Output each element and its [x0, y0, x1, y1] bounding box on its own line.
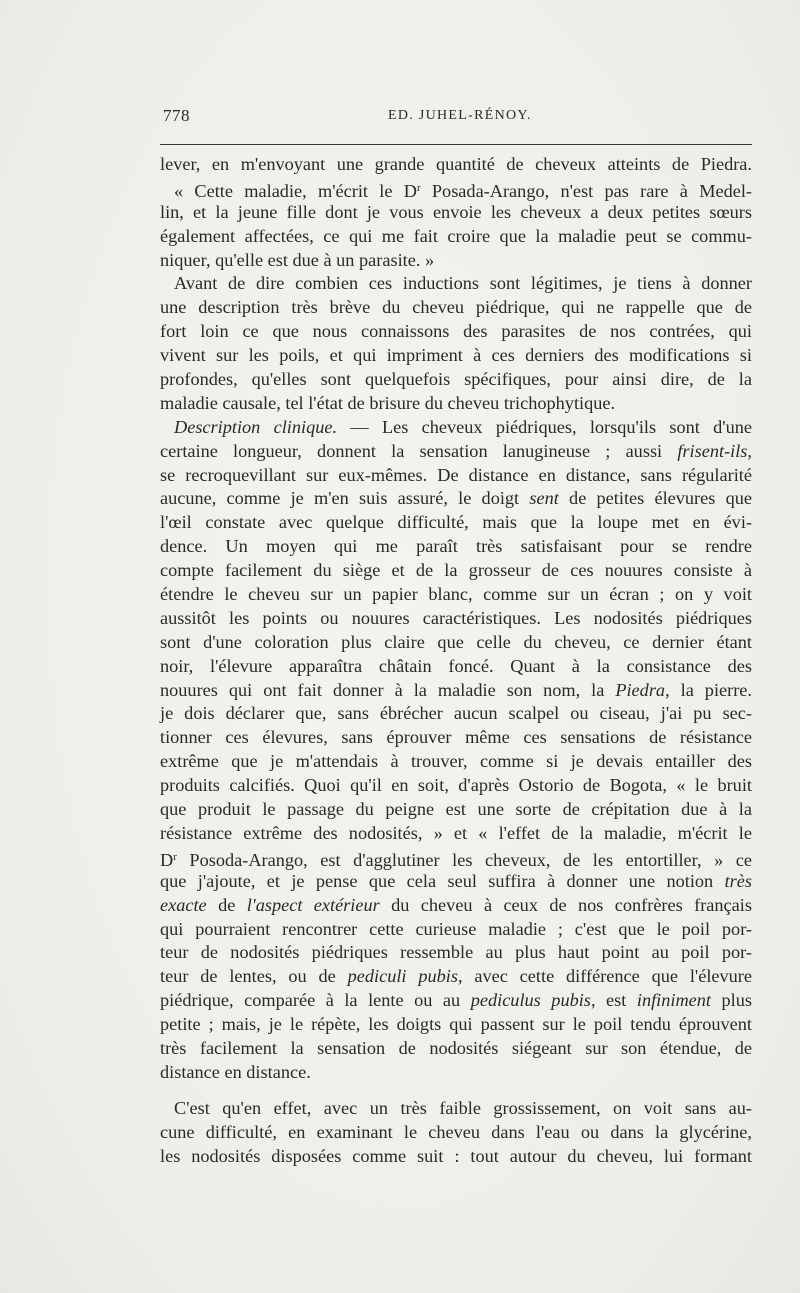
section-heading: Description clinique.: [174, 416, 338, 437]
text-line: aussitôt les points ou nouures caractéristiques. Les nodosités piédriques: [160, 607, 752, 628]
text-line: résistance extrême des nodosités, » et « l'effet de la maladie, m'écrit le: [160, 822, 752, 843]
text-line: piédrique, comparée à la lente ou au pediculus pubis, est infiniment plus: [160, 990, 753, 1011]
text-line: « Cette maladie, m'écrit le $D^r$ Posada-Arango, n'est pas rare à Medel-: [174, 180, 752, 201]
text-line: que produit le passage du peigne est une sorte de crépitation due à la: [160, 799, 752, 820]
text-line: petite ; mais, je le répète, les doigts qui passent sur le poil tendu éprouvent: [160, 1014, 752, 1035]
text-line: très facilement la sensation de nodosités siégeant sur son étendue, de: [160, 1037, 752, 1058]
text-line: teur de lentes, ou de pediculi pubis, avec cette différence que l'élevure: [160, 966, 752, 987]
text-line: produits calcifiés. Quoi qu'il en soit, d'après Ostorio de Bogota, « le bruit: [160, 775, 752, 796]
running-head: ED. JUHEL-RÉNOY.: [388, 108, 532, 123]
page-header: [160, 106, 752, 130]
text-line: fort loin ce que nous connaissons des parasites de nos contrées, qui: [160, 321, 752, 342]
text-line: extrême que je m'attendais à trouver, comme si je devais entailler des: [160, 751, 752, 772]
text-line: C'est qu'en effet, avec un très faible grossissement, on voit sans au-: [174, 1097, 752, 1118]
text-line: lever, en m'envoyant une grande quantité de cheveux atteints de Piedra.: [160, 154, 752, 174]
text-line: également affectées, ce qui me fait croire que la maladie peut se commu-: [160, 225, 752, 246]
body-text: [160, 153, 752, 1168]
text-line: maladie causale, tel l'état de brisure du cheveu trichophytique.: [160, 392, 616, 413]
text-line: étendre le cheveu sur un papier blanc, comme sur un écran ; on y voit: [160, 584, 752, 605]
text-line: nouures qui ont fait donner à la maladie son nom, la Piedra, la pierre.: [160, 679, 752, 700]
text-line: cune difficulté, en examinant le cheveu dans l'eau ou dans la glycérine,: [160, 1121, 752, 1142]
text-line: distance en distance.: [160, 1061, 311, 1082]
text-line: sont d'une coloration plus claire que celle du cheveu, ce dernier étant: [160, 631, 752, 652]
text-line: noir, l'élevure apparaîtra châtain foncé. Quant à la consistance des: [160, 655, 752, 676]
text-line: Avant de dire combien ces inductions sont légitimes, je tiens à donner: [174, 273, 752, 294]
paragraph-gap: [160, 1085, 752, 1097]
text-line: les nodosités disposées comme suit : tout autour du cheveu, lui formant: [160, 1145, 752, 1166]
text-line: niquer, qu'elle est due à un parasite. »: [160, 249, 435, 270]
text-line: $D^r$ Posoda-Arango, est d'agglutiner les cheveux, de les entortiller, » ce: [160, 849, 752, 870]
text-line: Description clinique. — Les cheveux piédriques, lorsqu'ils sont d'une: [174, 416, 752, 437]
text-line: vivent sur les poils, et qui impriment à ces derniers des modifications si: [160, 345, 752, 366]
text-line: compte facilement du siège et de la grosseur de ces nouures consiste à: [160, 560, 752, 581]
text-line: dence. Un moyen qui me paraît très satisfaisant pour se rendre: [160, 536, 752, 557]
text-line: l'œil constate avec quelque difficulté, mais que la loupe met en évi-: [160, 512, 752, 533]
text-line: certaine longueur, donnent la sensation lanugineuse ; aussi frisent-ils,: [160, 440, 752, 461]
text-line: se recroquevillant sur eux-mêmes. De distance en distance, sans régularité: [160, 464, 752, 485]
text-line: lin, et la jeune fille dont je vous envoie les cheveux a deux petites sœurs: [160, 201, 752, 222]
text-line: teur de nodosités piédriques ressemble au plus haut point au poil por-: [160, 942, 752, 963]
text-line: tionner ces élevures, sans éprouver même ces sensations de résistance: [160, 727, 752, 748]
text-line: une description très brève du cheveu piédrique, qui ne rappelle que de: [160, 297, 752, 318]
text-line: je dois déclarer que, sans ébrécher aucun scalpel ou ciseau, j'ai pu sec-: [160, 703, 752, 724]
page-number: 778: [163, 106, 190, 125]
text-line: qui pourraient rencontrer cette curieuse maladie ; c'est que le poil por-: [160, 918, 752, 939]
text-line: que j'ajoute, et je pense que cela seul suffira à donner une notion très: [160, 870, 752, 891]
text-line: exacte de l'aspect extérieur du cheveu à ceux de nos confrères français: [160, 894, 752, 915]
header-rule: [160, 144, 752, 145]
text-line: aucune, comme je m'en suis assuré, le doigt sent de petites élevures que: [160, 488, 752, 509]
text-line: profondes, qu'elles sont quelquefois spécifiques, pour ainsi dire, de la: [160, 369, 752, 390]
